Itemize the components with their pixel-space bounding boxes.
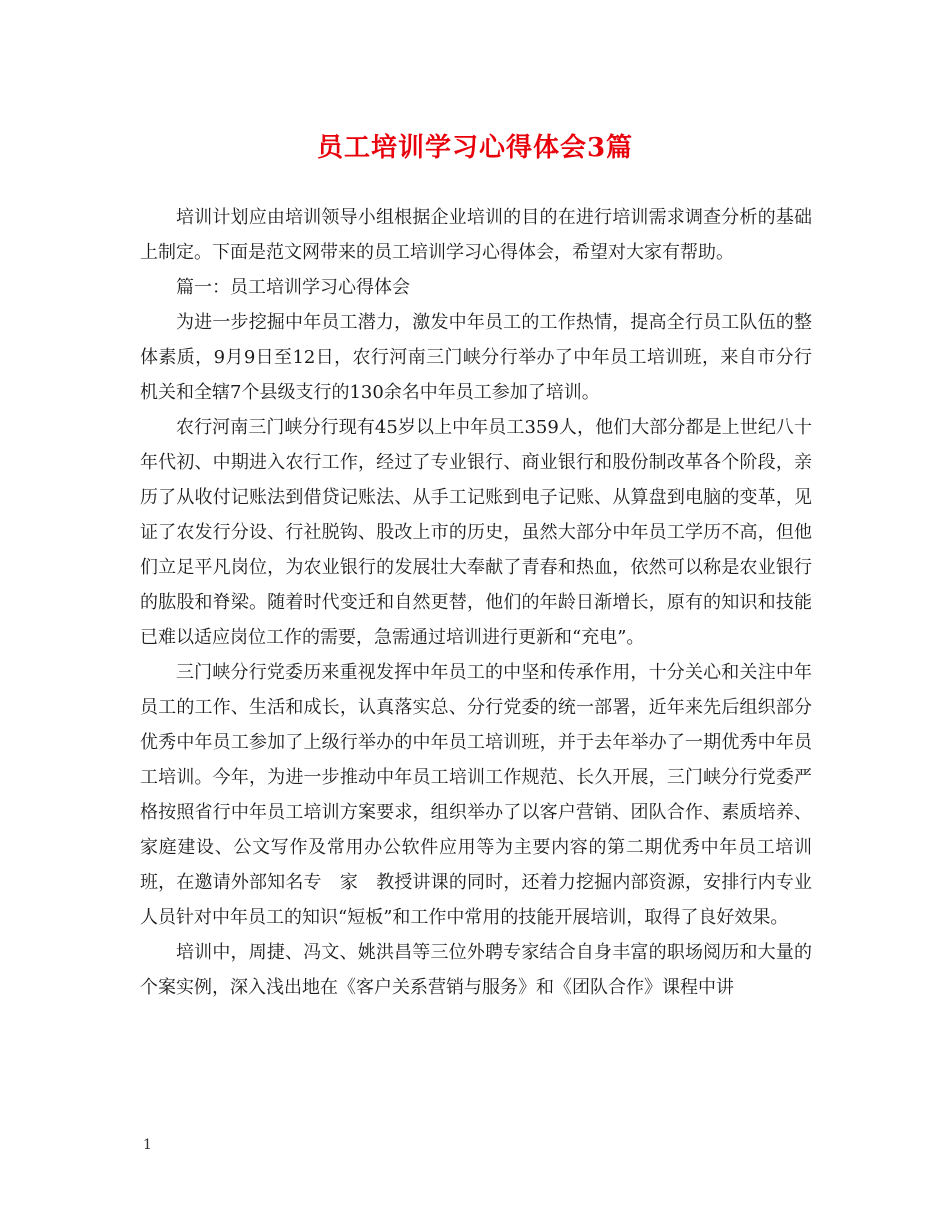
paragraph-intro: 培训计划应由培训领导小组根据企业培训的目的在进行培训需求调查分析的基础上制定。下面是范文网带来的员工培训学习心得体会，希望对大家有帮助。	[140, 207, 812, 263]
page-number: 1	[143, 1137, 152, 1153]
document-body	[140, 200, 812, 1005]
paragraph-3: 三门峡分行党委历来重视发挥中年员工的中坚和传承作用，十分关心和关注中年员工的工作、生活和成长，认真落实总、分行党委的统一部署，近年来先后组织部分优秀中年员工参加了上级行举办的中年员工培训班，并于去年举办了一期优秀中年员工培训。今年，为进一步推动中年员工培训工作规范、长久开展，三门峡分行党委严格按照省行中年员工培训方案要求，组织举办了以客户营销、团队合作、素质培养、家庭建设、公文写作及常用办公软件应用等为主要内容的第二期优秀中年员工培训班，在邀请外部知名专 家 教授讲课的同时，还着力挖掘内部资源，安排行内专业人员针对中年员工的知识“短板”和工作中常用的技能开展培训，取得了良好效果。	[140, 662, 812, 928]
paragraph-2: 农行河南三门峡分行现有45岁以上中年员工359人，他们大部分都是上世纪八十年代初、中期进入农行工作，经过了专业银行、商业银行和股份制改革各个阶段，亲历了从收付记账法到借贷记账法、从手工记账到电子记账、从算盘到电脑的变革，见证了农发行分设、行社脱钩、股改上市的历史，虽然大部分中年员工学历不高，但他们立足平凡岗位，为农业银行的发展壮大奉献了青春和热血，依然可以称是农业银行的肱股和脊梁。随着时代变迁和自然更替，他们的年龄日渐增长，原有的知识和技能已难以适应岗位工作的需要，急需通过培训进行更新和“充电”。	[140, 417, 812, 648]
paragraph-4: 培训中，周捷、冯文、姚洪昌等三位外聘专家结合自身丰富的职场阅历和大量的个案实例，深入浅出地在《客户关系营销与服务》和《团队合作》课程中讲	[140, 942, 812, 998]
document-title: 员工培训学习心得体会3篇	[316, 133, 634, 163]
paragraph-section-heading: 篇一：员工培训学习心得体会	[176, 277, 410, 298]
paragraph-1: 为进一步挖掘中年员工潜力，激发中年员工的工作热情，提高全行员工队伍的整体素质，9月9日至12日，农行河南三门峡分行举办了中年员工培训班，来自市分行机关和全辖7个县级支行的130余名中年员工参加了培训。	[140, 312, 812, 403]
